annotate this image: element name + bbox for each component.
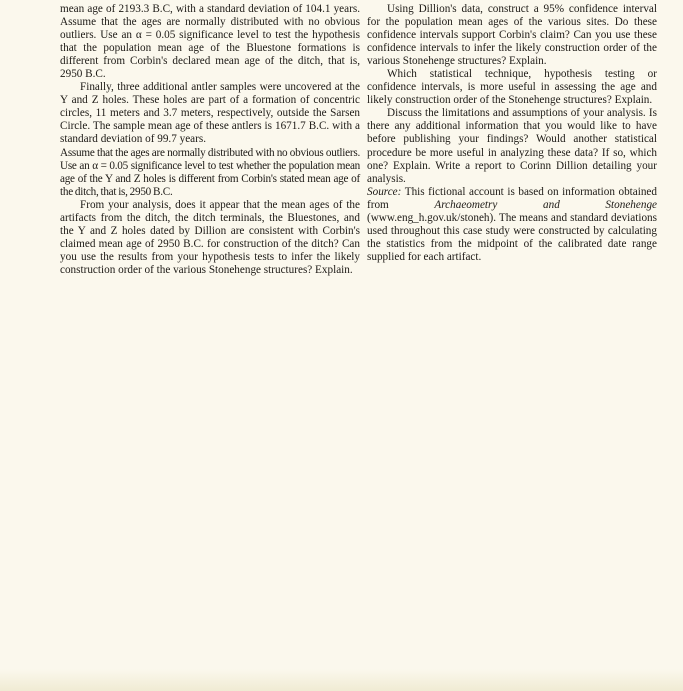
paragraph-yz-holes-intro: Finally, three additional antler samples were uncovered at the Y and Z holes. These holes are part of a formation of concentric circles, 11 meters and 3.7 meters, respectively, outside the Sarsen Circle. The sample mean age of these antlers is 1671.7 B.C. with a standard deviation of 99.7 years. (60, 81, 360, 146)
paragraph-limitations: Discuss the limitations and assumptions of your analysis. Is there any additional information that you would like to have before publishing your findings? Would another statistical procedure be more useful in analyzing these data? If so, which one? Explain. Write a report to Corinn Dillion detailing your analysis. (367, 107, 657, 185)
right-text-column (367, 3, 657, 264)
source-text-after-title: (www.eng_h.gov.uk/stoneh). The means and standard deviations used throughout this case study were constructed by calculating the statistics from the midpoint of the calibrated date range supplied for each artifact. (367, 211, 657, 263)
source-note (367, 186, 657, 264)
paragraph-yz-holes-test: Assume that the ages are normally distributed with no obvious outliers. Use an α = 0.05 significance level to test whether the population mean age of the Y and Z holes is different from Corbin's stated mean age of the ditch, that is, 2950 B.C. (60, 146, 360, 198)
source-title: Archaeometry and Stonehenge (434, 198, 658, 211)
source-text-before-title: This fictional account is based on information obtained from (367, 185, 657, 211)
page-bottom-shade (0, 669, 683, 691)
paragraph-bluestone-test: mean age of 2193.3 B.C, with a standard deviation of 104.1 years. Assume that the ages are normally distributed with no obvious outliers. Use an α = 0.05 significance level to test the hypothesis that the population mean age of the Bluestone formations is different from Corbin's declared mean age of the ditch, that is, 2950 B.C. (60, 3, 360, 81)
paragraph-technique-question: Which statistical technique, hypothesis testing or confidence intervals, is more useful in assessing the age and likely construction order of the Stonehenge structures? Explain. (367, 68, 657, 107)
left-text-column (60, 3, 360, 277)
source-label: Source: (367, 185, 402, 198)
paragraph-confidence-intervals: Using Dillion's data, construct a 95% confidence interval for the population mean ages of the various sites. Do these confidence intervals support Corbin's claim? Can you use these confidence intervals to infer the likely construction order of the various Stonehenge structures? Explain. (367, 3, 657, 68)
paragraph-consistency-question: From your analysis, does it appear that the mean ages of the artifacts from the ditch, the ditch terminals, the Bluestones, and the Y and Z holes dated by Dillion are consistent with Corbin's claimed mean age of 2950 B.C. for construction of the ditch? Can you use the results from your hypothesis tests to infer the likely construction order of the various Stonehenge structures? Explain. (60, 198, 360, 276)
